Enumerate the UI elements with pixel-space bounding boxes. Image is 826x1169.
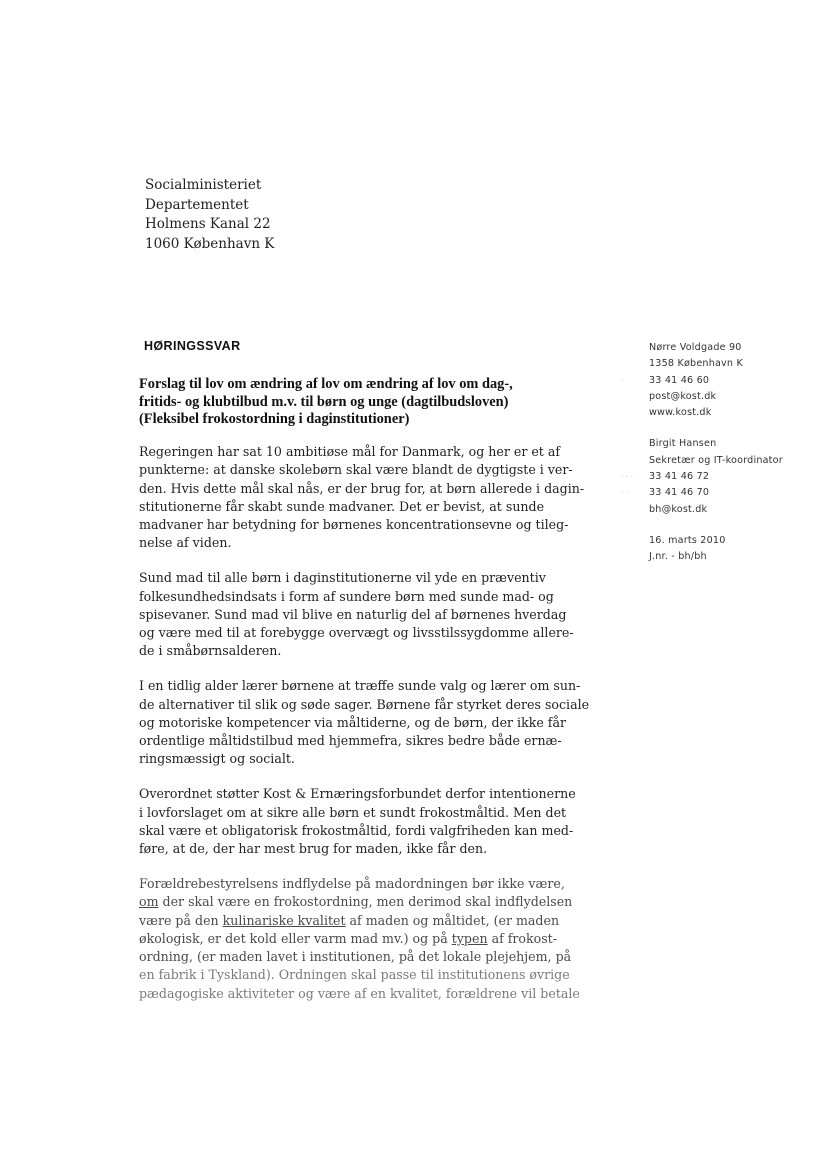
paragraph — [139, 443, 585, 553]
body-line: de i småbørnsalderen. — [139, 643, 282, 659]
body-line — [139, 893, 573, 911]
subject-line: Forslag til lov om ændring af lov om ændring af lov om dag-, — [139, 376, 513, 392]
body-line: en fabrik i Tyskland). Ordningen skal passe til institutionens øvrige — [139, 967, 570, 983]
body-line: ringsmæssigt og socialt. — [139, 751, 295, 767]
body-line: i lovforslaget om at sikre alle børn et sundt frokostmåltid. Men det — [139, 804, 567, 820]
recipient-line: Departementet — [145, 196, 249, 213]
body-line: ordentlige måltidstilbud med hjemmefra, sikres bedre både ernæ- — [139, 733, 562, 749]
phone-mark-icon: · · · — [621, 473, 634, 482]
contact-person — [621, 436, 783, 517]
contact-email: bh@kost.dk — [649, 503, 708, 515]
body-line: punkterne: at danske skolebørn skal være blandt de dygtigste i ver- — [139, 462, 573, 478]
body-text: økologisk, er det kold eller varm mad mv.) og på — [139, 930, 452, 946]
phone-mark-icon: · — [621, 376, 624, 385]
body-line: I en tidlig alder lærer børnene at træffe sunde valg og lærer om sun- — [139, 678, 581, 694]
body-text: der skal være en frokostordning, men derimod skal indflydelsen — [158, 894, 573, 910]
body-text: af maden og måltidet, (er maden — [345, 912, 560, 928]
journal-number: J.nr. - bh/bh — [649, 551, 707, 563]
contact-title: Sekretær og IT-koordinator — [649, 454, 783, 466]
sender-address — [621, 340, 783, 421]
subject-line: fritids- og klubtilbud m.v. til børn og unge (dagtilbudsloven) — [139, 393, 509, 410]
body-line: skal være et obligatorisk frokostmåltid, fordi valgfriheden kan med- — [139, 822, 574, 838]
body-text: være på den — [139, 912, 223, 928]
contact-phone-row — [621, 469, 783, 485]
paragraph — [139, 677, 590, 768]
subject-title — [139, 376, 569, 429]
body-text: af frokost- — [487, 930, 557, 946]
paragraph — [139, 569, 574, 660]
sender-phone: 33 41 46 60 — [649, 374, 710, 386]
body-line: føre, at de, der har mest brug for maden, ikke får den. — [139, 841, 488, 857]
recipient-line: Socialministeriet — [145, 177, 262, 193]
letter-date: 16. marts 2010 — [649, 534, 726, 546]
contact-fax: 33 41 46 70 — [649, 487, 710, 499]
body-line: folkesundhedsindsats i form af sundere børn med sunde mad- og — [139, 588, 554, 604]
body-line: ordning, (er maden lavet i institutionen, på det lokale plejehjem, på — [139, 949, 572, 965]
recipient-line: 1060 København K — [145, 235, 275, 252]
body-line: Overordnet støtter Kost & Ernæringsforbundet derfor intentionerne — [139, 786, 576, 802]
recipient-address — [145, 176, 274, 254]
document-heading: HØRINGSSVAR — [144, 339, 241, 353]
sender-city: 1358 København K — [649, 358, 743, 370]
body-line: nelse af viden. — [139, 535, 232, 551]
contact-phone-row — [621, 485, 783, 501]
underlined-phrase: kulinariske kvalitet — [222, 912, 346, 928]
body-line: Forældrebestyrelsens indflydelse på madordningen bør ikke være, — [139, 875, 565, 891]
body-line — [139, 930, 559, 948]
sender-phone-row — [621, 373, 783, 389]
paragraph — [139, 875, 580, 1003]
underlined-word: om — [139, 894, 159, 910]
body-line: Regeringen har sat 10 ambitiøse mål for Danmark, og her er et af — [139, 444, 561, 459]
letter-body — [139, 443, 590, 1020]
body-line: madvaner har betydning for børnenes koncentrationsevne og tileg- — [139, 517, 569, 533]
body-line: de alternativer til slik og søde sager. Børnene får styrket deres sociale — [139, 696, 590, 712]
body-line: den. Hvis dette mål skal nås, er der brug for, at børn allerede i dagin- — [139, 480, 585, 496]
body-line: stitutionerne får skabt sunde madvaner. Det er bevist, at sunde — [139, 498, 545, 514]
sender-email: post@kost.dk — [649, 390, 717, 402]
contact-phone: 33 41 46 72 — [649, 471, 710, 483]
body-line — [139, 912, 559, 930]
body-line: Sund mad til alle børn i daginstitutionerne vil yde en præventiv — [139, 570, 546, 586]
recipient-line: Holmens Kanal 22 — [145, 216, 271, 233]
contact-name: Birgit Hansen — [649, 438, 717, 450]
sender-sidebar — [621, 340, 783, 581]
body-line: pædagogiske aktiviteter og være af en kvalitet, forældrene vil betale — [139, 985, 580, 1001]
body-line: spisevaner. Sund mad vil blive en naturlig del af børnenes hverdag — [139, 606, 567, 622]
sender-street: Nørre Voldgade 90 — [649, 342, 742, 353]
paragraph — [139, 785, 576, 858]
subject-line: (Fleksibel frokostordning i daginstitutioner) — [139, 411, 410, 427]
letter-meta — [649, 533, 783, 566]
sender-web: www.kost.dk — [649, 407, 712, 419]
body-line: og være med til at forebygge overvægt og livsstilssygdomme allere- — [139, 625, 574, 641]
body-line: og motoriske kompetencer via måltiderne, og de børn, der ikke får — [139, 714, 566, 730]
fax-mark-icon: · · — [621, 489, 629, 498]
underlined-word: typen — [451, 930, 488, 946]
